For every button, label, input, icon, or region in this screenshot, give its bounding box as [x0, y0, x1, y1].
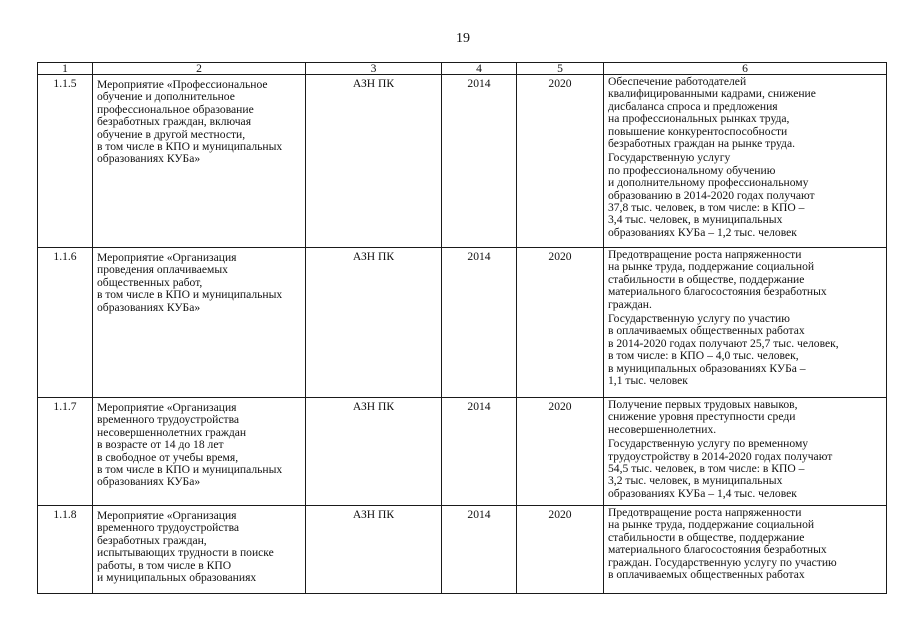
row-number-cell: 1.1.7	[38, 398, 93, 506]
table-row	[38, 75, 887, 248]
result-text: Предотвращение роста напряженности на рынке труда, поддержание социальной стабильности в обществе, поддержание материального благосостояния безработных граждан.	[608, 248, 827, 311]
column-header-2: 2	[93, 63, 306, 75]
column-header-4: 4	[442, 63, 517, 75]
start-year-cell: 2014	[442, 506, 517, 594]
row-number-cell: 1.1.5	[38, 75, 93, 248]
column-header-5: 5	[517, 63, 604, 75]
event-cell: Мероприятие «Организация проведения оплачиваемых общественных работ, в том числе в КПО и муниципальных образованиях КУБа»	[93, 248, 306, 398]
row-number-cell: 1.1.6	[38, 248, 93, 398]
result-text: Получение первых трудовых навыков, снижение уровня преступности среди несовершеннолетних.	[608, 398, 798, 436]
table-row	[38, 248, 887, 398]
start-year-cell: 2014	[442, 398, 517, 506]
executor-cell: АЗН ПК	[306, 398, 442, 506]
event-cell: Мероприятие «Организация временного трудоустройства несовершеннолетних граждан в возрасте от 14 до 18 лет в свободное от учебы время, в том числе в КПО и муниципальных образованиях КУБа»	[93, 398, 306, 506]
table-row	[38, 398, 887, 506]
row-number-cell: 1.1.8	[38, 506, 93, 594]
service-text: Государственную услугу по участию в оплачиваемых общественных работах в 2014-2020 годах получают 25,7 тыс. человек, в том числе: в КПО – 4,0 тыс. человек, в муниципальных образованиях КУБа – 1,1 тыс. человек	[608, 312, 839, 388]
executor-cell: АЗН ПК	[306, 248, 442, 398]
page-number: 19	[456, 31, 470, 46]
event-cell: Мероприятие «Организация временного трудоустройства безработных граждан, испытывающих трудности в поиске работы, в том числе в КПО и муниципальных образованиях	[93, 506, 306, 594]
start-year-cell: 2014	[442, 75, 517, 248]
executor-cell: АЗН ПК	[306, 506, 442, 594]
end-year-cell: 2020	[517, 398, 604, 506]
table-row	[38, 506, 887, 594]
column-header-1: 1	[38, 63, 93, 75]
measures-table	[37, 62, 887, 594]
end-year-cell: 2020	[517, 75, 604, 248]
executor-cell: АЗН ПК	[306, 75, 442, 248]
result-cell	[604, 398, 887, 506]
result-cell	[604, 248, 887, 398]
result-text: Обеспечение работодателей квалифицированными кадрами, снижение дисбаланса спроса и предложения на профессиональных рынках труда, повышение конкурентоспособности безработных граждан на рынке труда.	[608, 75, 816, 151]
table-header-row	[38, 63, 887, 75]
result-cell	[604, 75, 887, 248]
column-header-3: 3	[306, 63, 442, 75]
column-header-6: 6	[604, 63, 887, 75]
start-year-cell: 2014	[442, 248, 517, 398]
result-text: Предотвращение роста напряженности на рынке труда, поддержание социальной стабильности в обществе, поддержание материального благосостояния безработных граждан. Государственную услугу по участию в оплачиваемых общественных работах	[608, 506, 837, 582]
end-year-cell: 2020	[517, 506, 604, 594]
result-cell	[604, 506, 887, 594]
event-cell: Мероприятие «Профессиональное обучение и дополнительное профессиональное образование безработных граждан, включая обучение в другой местности, в том числе в КПО и муниципальных образованиях КУБа»	[93, 75, 306, 248]
service-text: Государственную услугу по временному трудоустройству в 2014-2020 годах получают 54,5 тыс. человек, в том числе: в КПО – 3,2 тыс. человек, в муниципальных образованиях КУБа – 1,4 тыс. человек	[608, 437, 833, 500]
end-year-cell: 2020	[517, 248, 604, 398]
service-text: Государственную услугу по профессиональному обучению и дополнительному профессиональному образованию в 2014-2020 годах получают 37,8 тыс. человек, в том числе: в КПО – 3,4 тыс. человек, в муниципальных образованиях КУБа – 1,2 тыс. человек	[608, 151, 815, 239]
